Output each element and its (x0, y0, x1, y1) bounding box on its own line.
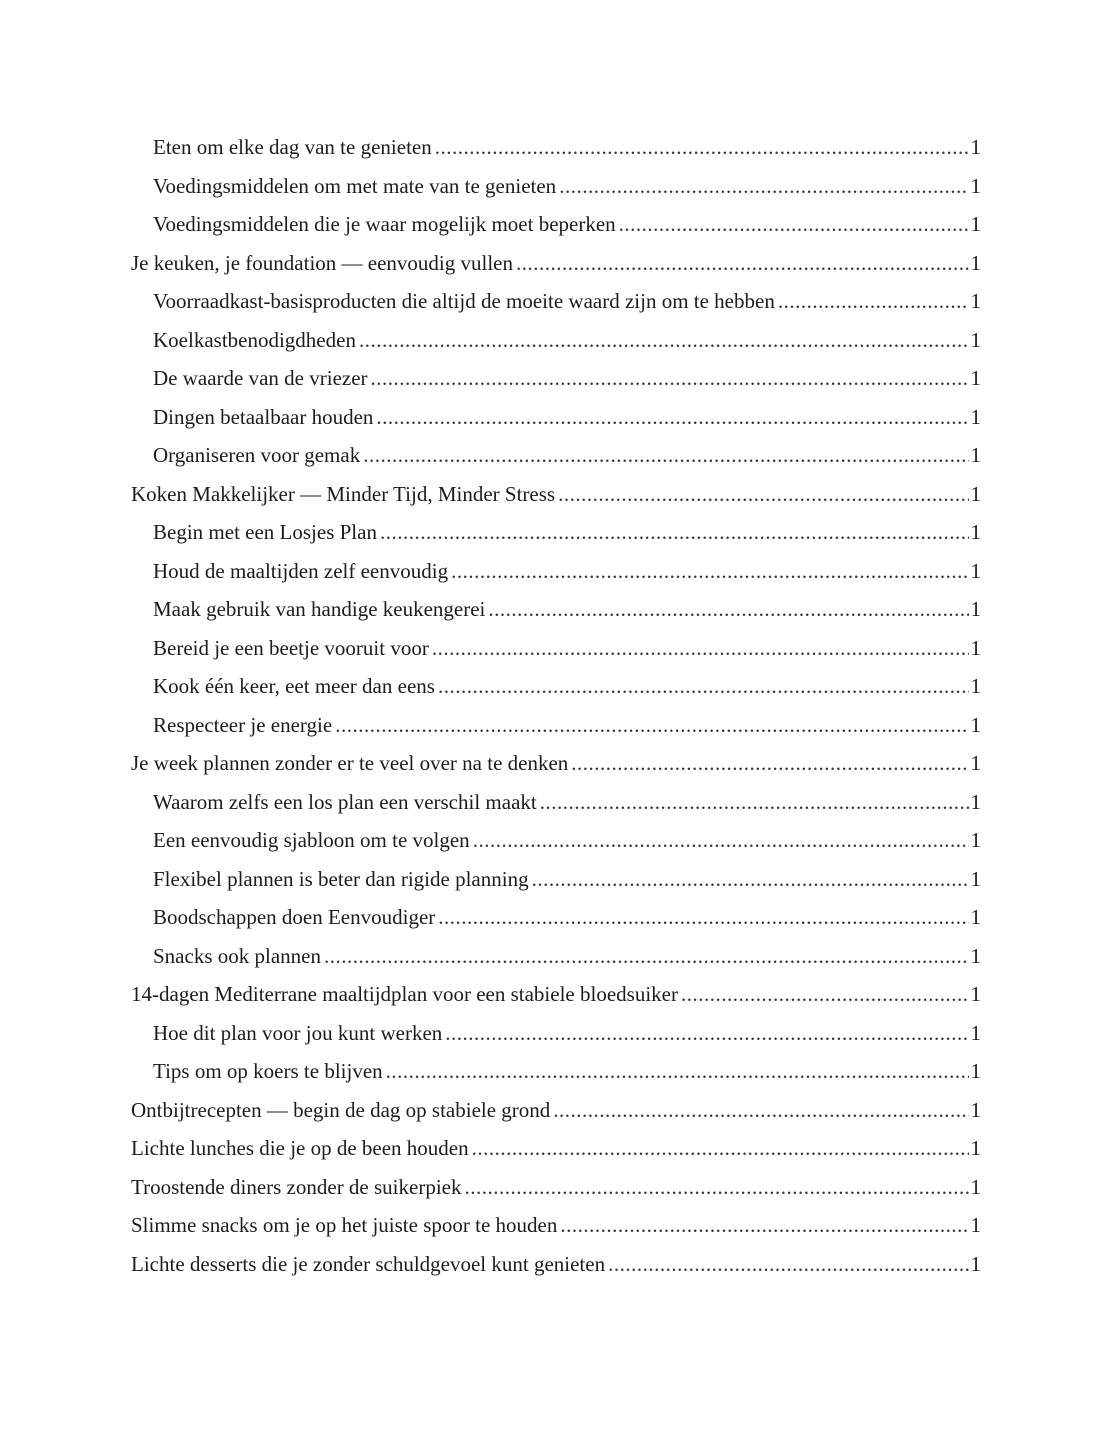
toc-entry-title: Hoe dit plan voor jou kunt werken (153, 1020, 443, 1045)
toc-dot-leader (451, 552, 968, 591)
toc-entry-title: Kook één keer, eet meer dan eens (153, 674, 435, 698)
toc-dot-leader (488, 590, 968, 629)
toc-page-number: 1 (970, 481, 981, 506)
toc-page-number: 1 (970, 789, 981, 814)
toc-section-entry[interactable] (131, 1052, 981, 1091)
toc-entry-title: Lichte lunches die je op de been houden (131, 1136, 469, 1160)
toc-entry-title: Flexibel plannen is beter dan rigide planning (153, 866, 529, 891)
toc-entry-title: Organiseren voor gemak (153, 443, 361, 467)
toc-entry-title: Maak gebruik van handige keukengerei (153, 597, 486, 621)
toc-dot-leader (432, 629, 969, 668)
toc-entry-title: Tips om op koers te blijven (153, 1059, 383, 1083)
toc-dot-leader (559, 167, 968, 206)
toc-entry-title: Snacks ook plannen (153, 943, 321, 968)
toc-entry-title: Voorraadkast-basisproducten die altijd de moeite waard zijn om te hebben (153, 289, 775, 313)
toc-section-entry[interactable] (131, 667, 981, 706)
toc-section-entry[interactable] (131, 552, 981, 591)
toc-dot-leader (472, 1129, 969, 1168)
toc-section-entry[interactable] (131, 513, 981, 552)
toc-dot-leader (571, 744, 968, 783)
toc-dot-leader (359, 321, 969, 360)
toc-entry-title: Ontbijtrecepten — begin de dag op stabiele grond (131, 1097, 551, 1122)
toc-dot-leader (681, 975, 969, 1014)
toc-page-number: 1 (970, 1097, 981, 1122)
toc-dot-leader (363, 436, 968, 475)
toc-section-entry[interactable] (131, 590, 981, 629)
toc-section-entry[interactable] (131, 629, 981, 668)
toc-dot-leader (445, 1014, 968, 1053)
toc-page-number: 1 (970, 289, 981, 313)
toc-section-entry[interactable] (131, 321, 981, 360)
toc-section-entry[interactable] (131, 821, 981, 860)
toc-entry-title: Slimme snacks om je op het juiste spoor te houden (131, 1213, 558, 1237)
toc-section-entry[interactable] (131, 128, 981, 167)
toc-dot-leader (540, 783, 969, 822)
toc-page-number: 1 (970, 404, 981, 429)
toc-page-number: 1 (970, 597, 981, 621)
toc-dot-leader (464, 1168, 968, 1207)
toc-entry-title: De waarde van de vriezer (153, 366, 368, 390)
toc-entry-title: 14-dagen Mediterrane maaltijdplan voor een stabiele bloedsuiker (131, 982, 678, 1006)
toc-section-entry[interactable] (131, 937, 981, 976)
toc-page-number: 1 (970, 443, 981, 467)
toc-entry-title: Respecteer je energie (153, 712, 333, 737)
toc-dot-leader (438, 667, 969, 706)
toc-chapter-entry[interactable] (131, 1129, 981, 1168)
toc-page-number: 1 (970, 905, 981, 929)
toc-dot-leader (553, 1091, 968, 1130)
toc-dot-leader (435, 128, 969, 167)
toc-page-number: 1 (970, 712, 981, 737)
toc-chapter-entry[interactable] (131, 475, 981, 514)
toc-page-number: 1 (970, 674, 981, 698)
toc-page-number: 1 (970, 212, 981, 236)
toc-entry-title: Boodschappen doen Eenvoudiger (153, 905, 436, 929)
toc-entry-title: Je week plannen zonder er te veel over na te denken (131, 751, 569, 775)
toc-entry-title: Voedingsmiddelen om met mate van te genieten (153, 173, 557, 198)
toc-section-entry[interactable] (131, 167, 981, 206)
toc-entry-title: Een eenvoudig sjabloon om te volgen (153, 828, 470, 852)
toc-page-number: 1 (970, 1174, 981, 1199)
toc-section-entry[interactable] (131, 436, 981, 475)
toc-entry-title: Waarom zelfs een los plan een verschil maakt (153, 789, 537, 814)
toc-chapter-entry[interactable] (131, 1245, 981, 1284)
toc-page-number: 1 (970, 1213, 981, 1237)
toc-page-number: 1 (970, 135, 981, 159)
toc-page-number: 1 (970, 828, 981, 852)
toc-chapter-entry[interactable] (131, 244, 981, 283)
toc-entry-title: Bereid je een beetje vooruit voor (153, 635, 429, 660)
toc-chapter-entry[interactable] (131, 1168, 981, 1207)
toc-dot-leader (608, 1245, 968, 1284)
toc-page-number: 1 (970, 558, 981, 583)
toc-chapter-entry[interactable] (131, 744, 981, 783)
toc-dot-leader (438, 898, 968, 937)
toc-page-number: 1 (970, 1059, 981, 1083)
toc-section-entry[interactable] (131, 1014, 981, 1053)
toc-entry-title: Houd de maaltijden zelf eenvoudig (153, 558, 449, 583)
toc-dot-leader (473, 821, 969, 860)
toc-dot-leader (376, 398, 968, 437)
toc-page-number: 1 (970, 1136, 981, 1160)
toc-entry-title: Voedingsmiddelen die je waar mogelijk moet beperken (153, 212, 616, 236)
toc-section-entry[interactable] (131, 898, 981, 937)
toc-section-entry[interactable] (131, 398, 981, 437)
toc-page-number: 1 (970, 1251, 981, 1276)
toc-entry-title: Begin met een Losjes Plan (153, 520, 377, 544)
toc-dot-leader (516, 244, 969, 283)
toc-page-number: 1 (970, 366, 981, 390)
toc-section-entry[interactable] (131, 706, 981, 745)
toc-chapter-entry[interactable] (131, 1206, 981, 1245)
toc-dot-leader (335, 706, 968, 745)
toc-entry-title: Koelkastbenodigdheden (153, 327, 356, 352)
toc-section-entry[interactable] (131, 205, 981, 244)
toc-section-entry[interactable] (131, 282, 981, 321)
toc-chapter-entry[interactable] (131, 975, 981, 1014)
toc-entry-title: Dingen betaalbaar houden (153, 404, 374, 429)
toc-section-entry[interactable] (131, 783, 981, 822)
toc-chapter-entry[interactable] (131, 1091, 981, 1130)
toc-page-number: 1 (970, 250, 981, 275)
toc-dot-leader (558, 475, 968, 514)
toc-page-number: 1 (970, 173, 981, 198)
toc-dot-leader (532, 860, 969, 899)
toc-page-number: 1 (970, 943, 981, 968)
toc-page-number: 1 (970, 635, 981, 660)
toc-page-number: 1 (970, 520, 981, 544)
toc-dot-leader (778, 282, 969, 321)
toc-page-number: 1 (970, 982, 981, 1006)
table-of-contents (131, 128, 981, 1283)
toc-dot-leader (386, 1052, 969, 1091)
toc-page-number: 1 (970, 751, 981, 775)
toc-dot-leader (371, 359, 969, 398)
toc-dot-leader (380, 513, 969, 552)
toc-entry-title: Eten om elke dag van te genieten (153, 135, 432, 159)
toc-section-entry[interactable] (131, 359, 981, 398)
toc-page-number: 1 (970, 1020, 981, 1045)
toc-entry-title: Je keuken, je foundation — eenvoudig vullen (131, 250, 513, 275)
toc-dot-leader (560, 1206, 968, 1245)
toc-entry-title: Lichte desserts die je zonder schuldgevoel kunt genieten (131, 1251, 606, 1276)
toc-dot-leader (324, 937, 969, 976)
toc-page-number: 1 (970, 327, 981, 352)
toc-entry-title: Koken Makkelijker — Minder Tijd, Minder Stress (131, 481, 556, 506)
toc-dot-leader (619, 205, 969, 244)
toc-entry-title: Troostende diners zonder de suikerpiek (131, 1174, 462, 1199)
toc-page-number: 1 (970, 866, 981, 891)
toc-section-entry[interactable] (131, 860, 981, 899)
